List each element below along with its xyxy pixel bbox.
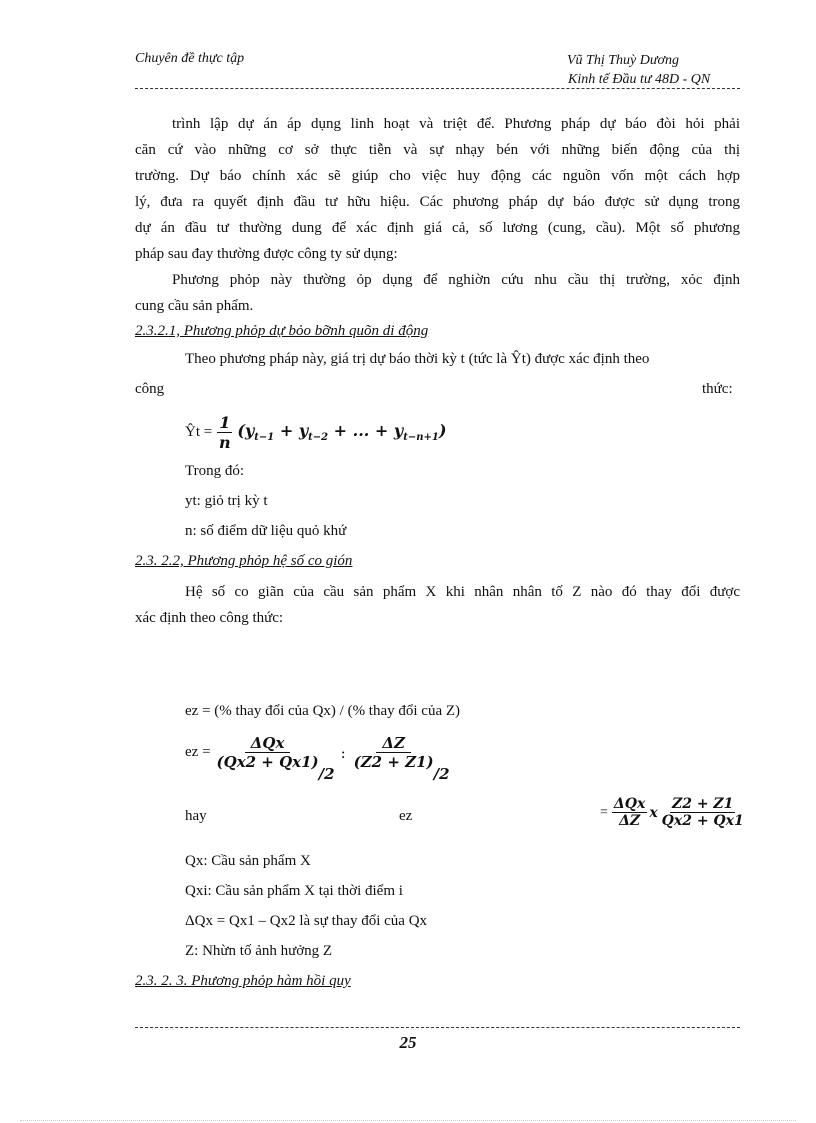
text-line: công	[135, 381, 165, 397]
fraction	[612, 796, 647, 829]
fraction-half: /2	[433, 765, 450, 783]
fraction-denominator: (Z2 + Z1)	[353, 753, 434, 771]
definition-n: n: số điểm dữ liệu quỏ khứ	[185, 523, 347, 539]
text-line: pháp sau đay thường được công ty sử dụng:	[135, 246, 398, 262]
text-line: cung cầu sản phẩm.	[135, 298, 254, 314]
fraction-denominator: ΔZ	[619, 813, 641, 829]
text-line: dự án đầu tư thường dung để xác định giá cả, số lương (cung, cầu). Một số phương	[135, 220, 740, 236]
or-label: hay	[185, 808, 207, 824]
header-left: Chuyên đề thực tập	[135, 51, 245, 66]
fraction	[352, 734, 436, 771]
text-line: trình lập dự án áp dụng linh hoạt và triệt để. Phương pháp dự báo đòi hỏi phải	[172, 116, 740, 132]
formula-term: + ... + y	[333, 421, 404, 441]
section-heading-2-3-2-1: 2.3.2.1, Phương phỏp dự bỏo bỡnh quõn di động	[135, 323, 429, 339]
formula-term: + y	[279, 421, 309, 441]
fraction	[660, 796, 746, 829]
fraction-numerator: 1	[219, 413, 231, 432]
half-denominator: 2	[439, 765, 450, 783]
formula-sum	[237, 421, 447, 444]
text-line: Hệ số co giãn của cầu sản phẩm X khi nhân nhân tố Z nào đó thay đổi được	[185, 584, 740, 600]
header-right	[567, 51, 710, 89]
formula-fraction-1	[215, 734, 335, 783]
fraction-denominator: (Qx2 + Qx1)	[216, 753, 319, 771]
text-line: lý, đưa ra quyết định đầu tư hữu hiệu. Các phương pháp dự báo được sử dụng trong	[135, 194, 740, 210]
definition-delta-qx: ΔQx = Qx1 – Qx2 là sự thay đổi của Qx	[185, 913, 428, 929]
formula-times: x	[649, 804, 658, 821]
ez-label: ez	[399, 808, 413, 824]
moving-average-formula	[185, 413, 446, 452]
header-class: Kinh tế Đầu tư 48D - QN	[568, 72, 711, 87]
definition-z: Z: Nhừn tố ảnh hưởng Z	[185, 943, 333, 959]
section-heading-2-3-2-2: 2.3. 2.2, Phương phỏp hệ số co gión	[135, 553, 353, 569]
formula-colon: :	[340, 743, 346, 762]
where-label: Trong đó:	[185, 463, 245, 479]
definition-qxi: Qxi: Cầu sản phẩm X tại thời điểm i	[185, 883, 403, 899]
fraction-numerator: Z2 + Z1	[671, 796, 734, 812]
paragraph-1	[135, 111, 740, 267]
half-denominator: 2	[324, 765, 335, 783]
elasticity-formula-product	[600, 796, 746, 829]
text-line: căn cứ vào những cơ sở thực tiễn và sự nhạy bén với những biến động của thị	[135, 142, 740, 158]
header-author: Vũ Thị Thuỳ Dương	[567, 53, 679, 68]
fraction-numerator: ΔZ	[376, 734, 411, 753]
header-rule	[135, 88, 740, 89]
fraction-half: /2	[318, 765, 335, 783]
fraction-denominator: n	[219, 433, 231, 452]
paragraph-2	[135, 267, 740, 319]
elasticity-formula-fractions	[185, 734, 450, 783]
definition-qx: Qx: Cầu sản phẩm X	[185, 853, 311, 869]
formula-term: (y	[237, 421, 255, 441]
paragraph-4	[135, 579, 740, 631]
text-line: thức:	[702, 381, 733, 397]
formula-fraction-2	[352, 734, 450, 783]
section-heading-2-3-2-3: 2.3. 2. 3. Phương phỏp hàm hồi quy	[135, 973, 351, 989]
fraction-denominator: Qx2 + Qx1	[661, 813, 744, 829]
text-line: Theo phương pháp này, giá trị dự báo thời kỳ t (tức là Ŷt) được xác định theo	[185, 351, 650, 367]
text-line: trường. Dự báo chính xác sẽ giúp cho việc huy động các nguồn vốn một cách hợp	[135, 168, 740, 184]
page-number: 25	[399, 1033, 417, 1052]
formula-subscript: t−2	[308, 432, 329, 444]
footer-rule	[135, 1027, 740, 1028]
formula-term: )	[438, 421, 447, 441]
fraction-numerator: ΔQx	[245, 734, 291, 753]
formula-subscript: t−1	[254, 432, 275, 444]
formula-lhs: Ŷt =	[185, 424, 213, 440]
page-edge-divider	[20, 1120, 796, 1121]
text-line: xác định theo công thức:	[135, 610, 284, 626]
formula-equals: =	[600, 804, 608, 820]
fraction	[215, 734, 321, 771]
formula-fraction	[217, 413, 233, 452]
definition-yt: yt: giỏ trị kỳ t	[185, 493, 268, 509]
fraction-numerator: ΔQx	[613, 796, 646, 812]
formula-lhs: ez =	[185, 744, 211, 760]
text-line: Phương phỏp này thường ỏp dụng để nghiờn cứu nhu cầu thị trường, xỏc định	[172, 272, 740, 288]
elasticity-formula-text: ez = (% thay đổi của Qx) / (% thay đổi của Z)	[185, 703, 461, 719]
formula-subscript: t−n+1	[403, 432, 439, 444]
